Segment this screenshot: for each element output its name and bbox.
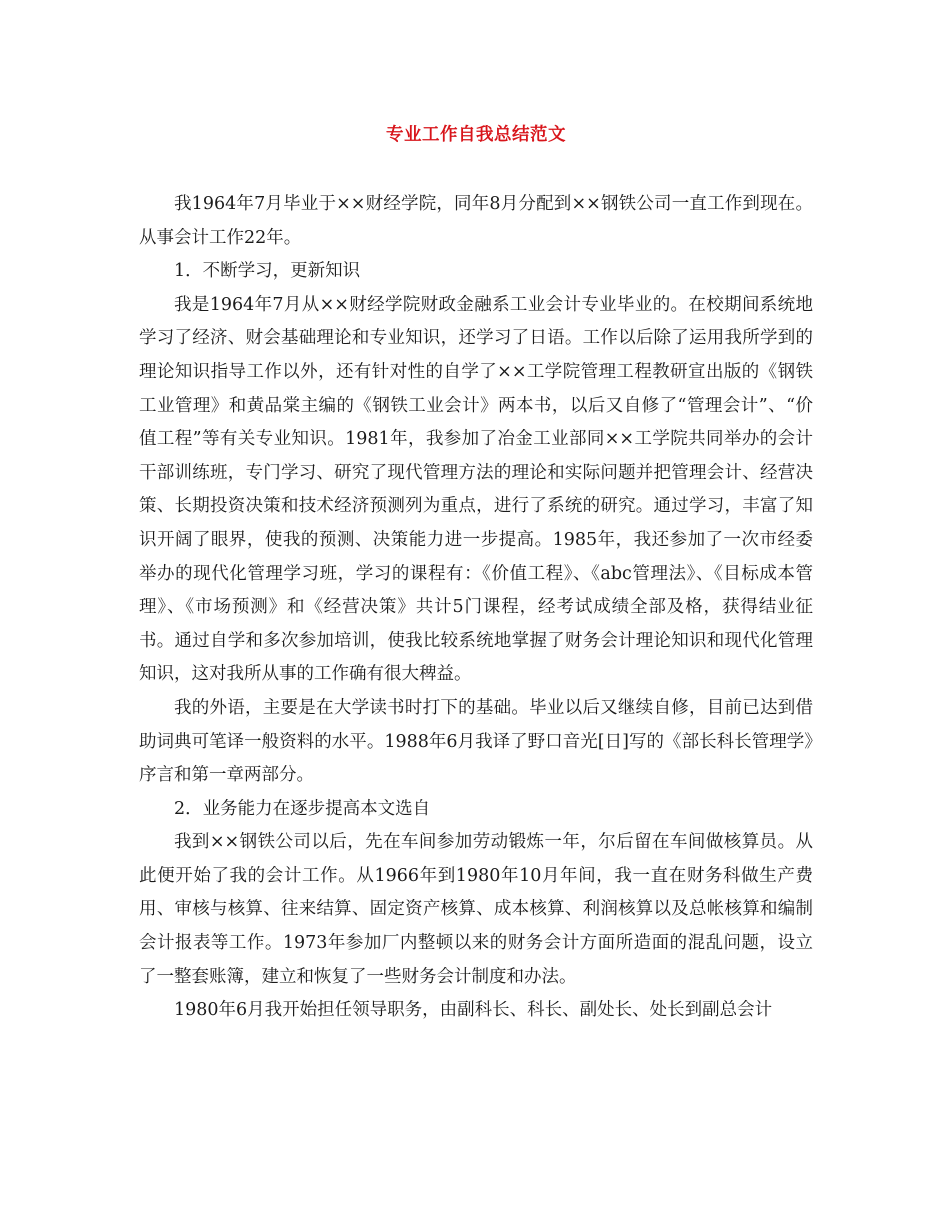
paragraph-leadership: 1980年6月我开始担任领导职务，由副科长、科长、副处长、处长到副总会计 [174,1000,773,1021]
section-heading-1: 1．不断学习，更新知识 [174,261,361,282]
paragraph-work: 我到××钢铁公司以后，先在车间参加劳动锻炼一年，尔后留在车间做核算员。从此便开始了我的会计工作。从1966年到1980年10月年间，我一直在财务科做生产费用、审核与核算、往来结算、固定资产核算、成本核算、利润核算以及总帐核算和编制会计报表等工作。1973年参加厂内整顿以来的财务会计方面所造面的混乱问题，设立了一整套账簿，建立和恢复了一些财务会计制度和办法。 [139,832,813,987]
section-heading-2: 2．业务能力在逐步提高本文选自 [174,798,431,819]
document-body [139,188,813,1028]
document-title: 专业工作自我总结范文 [386,125,566,145]
document-page [139,118,813,1028]
paragraph-study: 我是1964年7月从××财经学院财政金融系工业会计专业毕业的。在校期间系统地学习了经济、财会基础理论和专业知识，还学习了日语。工作以后除了运用我所学到的理论知识指导工作以外，还有针对性的自学了××工学院管理工程教研宣出版的《钢铁工业管理》和黄品棠主编的《钢铁工业会计》两本书，以后又自修了“管理会计”、“价值工程”等有关专业知识。1981年，我参加了冶金工业部同××工学院共同举办的会计干部训练班，专门学习、研究了现代管理方法的理论和实际问题并把管理会计、经营决策、长期投资决策和技术经济预测列为重点，进行了系统的研究。通过学习，丰富了知识开阔了眼界，使我的预测、决策能力进一步提高。1985年，我还参加了一次市经委举办的现代化管理学习班，学习的课程有：《价值工程》、《abc管理法》、《目标成本管理》、《市场预测》和《经营决策》共计5门课程，经考试成绩全部及格，获得结业征书。通过自学和多次参加培训，使我比较系统地掌握了财务会计理论知识和现代化管理知识，这对我所从事的工作确有很大稗益。 [139,294,813,685]
paragraph-language: 我的外语，主要是在大学读书时打下的基础。毕业以后又继续自修，目前已达到借助词典可笔译一般资料的水平。1988年6月我译了野口音光[日]写的《部长科长管理学》序言和第一章两部分。 [139,697,813,786]
paragraph-intro: 我1964年7月毕业于××财经学院，同年8月分配到××钢铁公司一直工作到现在。从事会计工作22年。 [139,194,813,248]
